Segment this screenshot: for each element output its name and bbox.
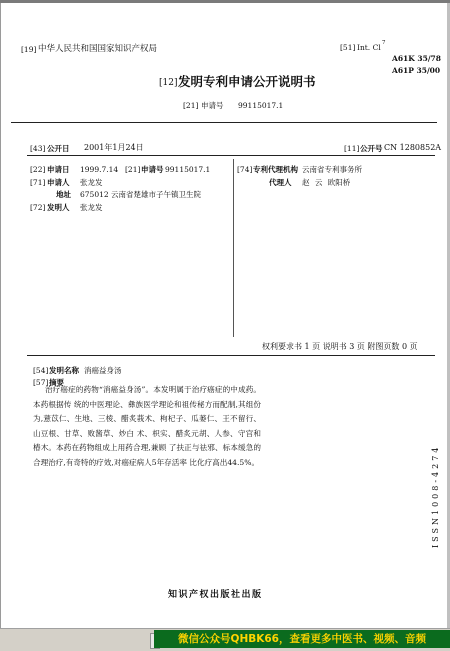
abstract-label: 摘要 — [49, 378, 64, 387]
issn-vertical: ISSN1008-4274 — [431, 444, 440, 548]
document-title: 发明专利申请公开说明书 — [178, 74, 316, 89]
invention-name: 消癌益身汤 — [84, 366, 122, 375]
office-name: 中华人民共和国国家知识产权局 — [38, 44, 158, 54]
class-main: A61K 35/78 — [392, 54, 441, 63]
agent-names: 赵 云 欧阳桥 — [302, 178, 351, 187]
invention-name-code: [54] — [33, 366, 49, 375]
inventor-name: 张龙发 — [80, 203, 103, 212]
pub-number-label: 公开号 — [360, 144, 383, 153]
section-rule — [27, 355, 435, 356]
address: 675012 云南省楚雄市子午镇卫生院 — [80, 190, 202, 199]
column-divider — [233, 159, 234, 337]
pub-number: CN 1280852A — [384, 143, 442, 152]
pub-rule — [27, 155, 435, 156]
inventor-code: [72] — [30, 203, 46, 212]
intcl-code: [51] — [340, 43, 356, 52]
document-page — [1, 3, 447, 628]
pub-date-label: 公开日 — [47, 144, 70, 153]
agency-code: [74] — [237, 165, 253, 174]
invention-name-label: 发明名称 — [49, 366, 79, 375]
pages-summary: 权利要求书 1 页 说明书 3 页 附图页数 0 页 — [262, 342, 418, 351]
pub-date-code: [43] — [30, 144, 46, 153]
applicant-code: [71] — [30, 178, 46, 187]
abstract-code: [57] — [33, 378, 49, 387]
office-code: [19] — [21, 45, 37, 54]
title-code: [12] — [159, 78, 178, 88]
applicant-name: 张龙发 — [80, 178, 103, 187]
address-label: 地址 — [56, 190, 71, 199]
filing-date: 1999.7.14 — [80, 165, 119, 174]
intcl-superscript: 7 — [382, 40, 386, 46]
class-second: A61P 35/00 — [392, 66, 441, 75]
left-app-label: 申请号 — [141, 165, 164, 174]
intcl-label: Int. Cl — [357, 43, 381, 52]
header-rule — [11, 122, 437, 123]
watermark-banner: 微信公众号QHBK66，查看更多中医书、视频、音频 — [154, 630, 450, 648]
pub-date: 2001年1月24日 — [84, 143, 144, 152]
header-app-number: 99115017.1 — [238, 101, 284, 110]
filing-code: [22] — [30, 165, 46, 174]
left-app-code: [21] — [125, 165, 141, 174]
header-app-code: [21] — [183, 101, 199, 110]
agent-label: 代理人 — [269, 178, 292, 187]
agency-label: 专利代理机构 — [253, 165, 298, 174]
applicant-label: 申请人 — [47, 178, 70, 187]
pub-number-code: [11] — [344, 144, 360, 153]
agency-name: 云南省专利事务所 — [302, 165, 362, 174]
filing-label: 申请日 — [47, 165, 70, 174]
left-app-number: 99115017.1 — [165, 165, 211, 174]
abstract-text: 治疗癌症的药物“消癌益身汤”。本发明属于治疗癌症的中成药。本药根据传 统的中医理论、彝族医学理论和祖传秘方而配制,其组份为,薏苡仁、生地、三棱、醋炙莪术、枸杞子、瓜蒌仁、王不留行、山豆根、甘草、败酱草、炒白 术、枳实、醋炙元胡、人参、守宫和椿木。本药在药物组成上用药合理,兼顾 了扶正与祛邪、标本缓急的合理治疗,有奇特的疗效,对癌症病人5年存活率 比化疗高出44.5%。 — [33, 385, 261, 467]
header-app-label: 申请号 — [201, 101, 224, 110]
inventor-label: 发明人 — [47, 203, 70, 212]
publisher-footer: 知识产权出版社出版 — [168, 590, 263, 600]
